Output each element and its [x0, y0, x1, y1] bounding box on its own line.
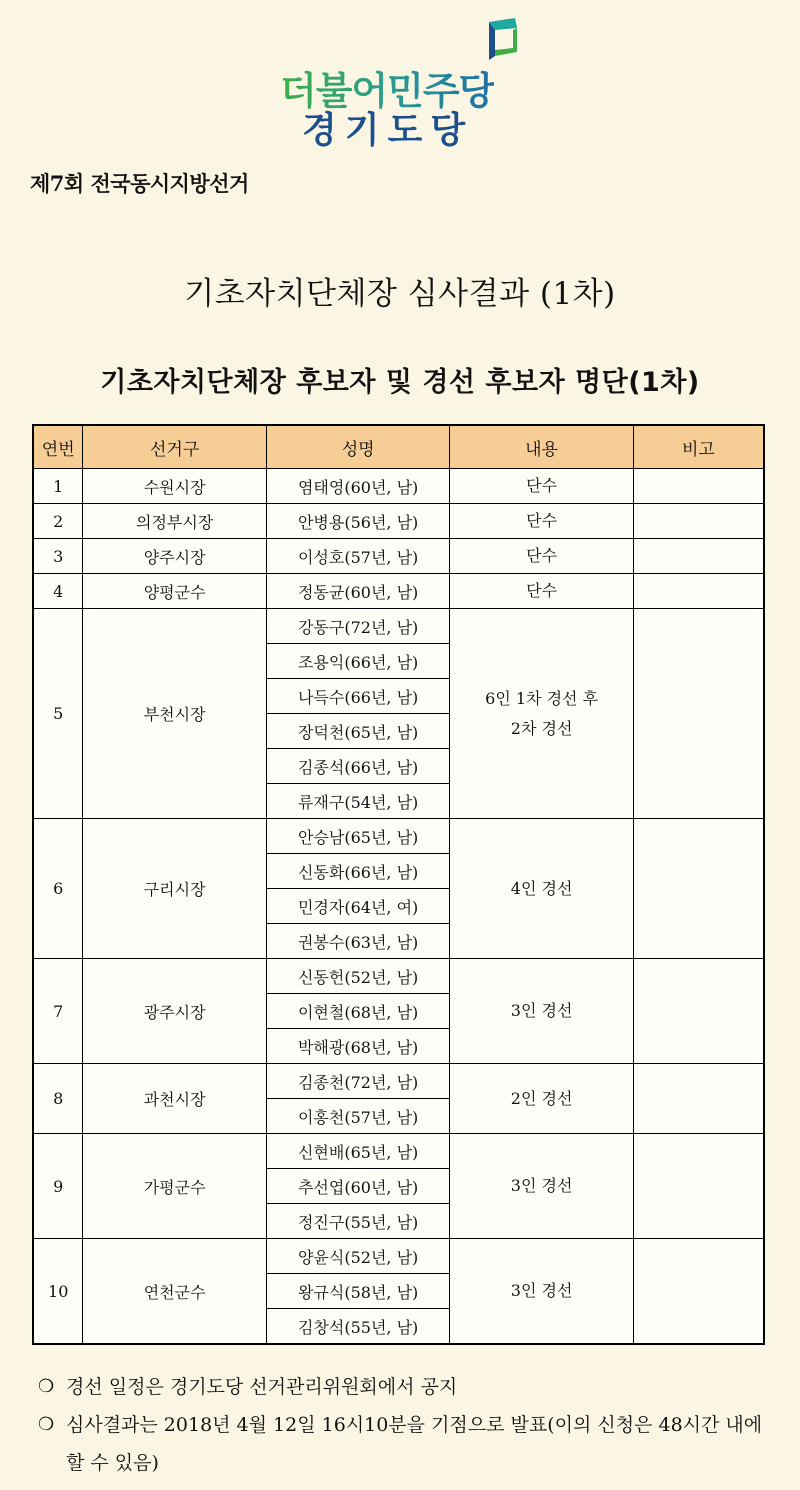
district-cell: 구리시장: [83, 819, 266, 959]
note-item: [38, 1368, 783, 1406]
remarks-cell: [633, 609, 764, 819]
remarks-cell: [633, 1239, 764, 1345]
list-title: 기초자치단체장 후보자 및 경선 후보자 명단(1차): [100, 367, 700, 398]
candidate-cell: 권봉수(63년, 남): [266, 924, 450, 959]
candidate-cell: 정동균(60년, 남): [266, 574, 450, 609]
candidate-cell: 신현배(65년, 남): [266, 1134, 450, 1169]
header-remarks: 비고: [633, 425, 764, 469]
notes: [38, 1368, 783, 1482]
review-title: 기초자치단체장 심사결과 (1차): [184, 276, 616, 312]
number-cell: 1: [33, 469, 83, 504]
table-row: [33, 1134, 764, 1169]
election-name: 제7회 전국동시지방선거: [30, 171, 249, 196]
remarks-cell: [633, 504, 764, 539]
table-row: [33, 574, 764, 609]
candidate-cell: 나득수(66년, 남): [266, 679, 450, 714]
district-cell: 가평군수: [83, 1134, 266, 1239]
number-cell: 6: [33, 819, 83, 959]
remarks-cell: [633, 1064, 764, 1134]
remarks-cell: [633, 1134, 764, 1239]
candidate-cell: 정진구(55년, 남): [266, 1204, 450, 1239]
district-cell: 광주시장: [83, 959, 266, 1064]
table-row: [33, 1239, 764, 1274]
candidate-cell: 이홍천(57년, 남): [266, 1099, 450, 1134]
content-cell: 2인 경선: [450, 1064, 633, 1134]
table-row: [33, 959, 764, 994]
logo-branch-name: 경기도당: [302, 110, 474, 151]
number-cell: 8: [33, 1064, 83, 1134]
candidate-cell: 김창석(55년, 남): [266, 1309, 450, 1345]
number-cell: 5: [33, 609, 83, 819]
content-cell: 4인 경선: [450, 819, 633, 959]
remarks-cell: [633, 574, 764, 609]
candidate-cell: 민경자(64년, 여): [266, 889, 450, 924]
candidate-cell: 왕규식(58년, 남): [266, 1274, 450, 1309]
candidate-cell: 안병용(56년, 남): [266, 504, 450, 539]
table-row: [33, 539, 764, 574]
district-cell: 연천군수: [83, 1239, 266, 1345]
content-cell: 3인 경선: [450, 1134, 633, 1239]
circle-bullet-icon: ❍: [38, 1376, 55, 1397]
table-body: [33, 469, 764, 1345]
candidate-cell: 신동화(66년, 남): [266, 854, 450, 889]
header-district: 선거구: [83, 425, 266, 469]
content-cell: 단수: [450, 539, 633, 574]
number-cell: 7: [33, 959, 83, 1064]
content-cell: 3인 경선: [450, 959, 633, 1064]
number-cell: 2: [33, 504, 83, 539]
candidate-cell: 신동헌(52년, 남): [266, 959, 450, 994]
flag-icon: [485, 18, 521, 62]
header-content: 내용: [450, 425, 633, 469]
table-row: [33, 469, 764, 504]
district-cell: 부천시장: [83, 609, 266, 819]
number-cell: 3: [33, 539, 83, 574]
candidate-cell: 박해광(68년, 남): [266, 1029, 450, 1064]
note-text: 경선 일정은 경기도당 선거관리위원회에서 공지: [66, 1376, 458, 1398]
number-cell: 10: [33, 1239, 83, 1345]
header-name: 성명: [266, 425, 450, 469]
circle-bullet-icon: ❍: [38, 1414, 55, 1435]
table-row: [33, 1064, 764, 1099]
district-cell: 수원시장: [83, 469, 266, 504]
candidate-cell: 이성호(57년, 남): [266, 539, 450, 574]
table-header-row: [33, 425, 764, 469]
candidate-cell: 김종석(66년, 남): [266, 749, 450, 784]
candidate-cell: 추선엽(60년, 남): [266, 1169, 450, 1204]
candidate-cell: 김종천(72년, 남): [266, 1064, 450, 1099]
candidate-cell: 이현철(68년, 남): [266, 994, 450, 1029]
remarks-cell: [633, 959, 764, 1064]
table-row: [33, 819, 764, 854]
district-cell: 과천시장: [83, 1064, 266, 1134]
content-cell: 단수: [450, 469, 633, 504]
content-cell: 단수: [450, 504, 633, 539]
remarks-cell: [633, 819, 764, 959]
candidate-cell: 안승남(65년, 남): [266, 819, 450, 854]
district-cell: 양주시장: [83, 539, 266, 574]
number-cell: 9: [33, 1134, 83, 1239]
number-cell: 4: [33, 574, 83, 609]
note-item: [38, 1406, 783, 1482]
candidate-cell: 양윤식(52년, 남): [266, 1239, 450, 1274]
remarks-cell: [633, 539, 764, 574]
note-text: 심사결과는 2018년 4월 12일 16시10분을 기점으로 발표(이의 신청은 48시간 내에 할 수 있음): [66, 1414, 763, 1474]
logo-party-name: 더불어민주당: [280, 60, 494, 115]
candidate-cell: 류재구(54년, 남): [266, 784, 450, 819]
candidate-cell: 염태영(60년, 남): [266, 469, 450, 504]
table-row: [33, 609, 764, 644]
content-cell: 3인 경선: [450, 1239, 633, 1345]
candidate-table: [32, 424, 765, 1345]
candidate-cell: 장덕천(65년, 남): [266, 714, 450, 749]
district-cell: 양평군수: [83, 574, 266, 609]
candidate-cell: 조용익(66년, 남): [266, 644, 450, 679]
table-row: [33, 504, 764, 539]
content-cell: 6인 1차 경선 후 2차 경선: [450, 609, 633, 819]
district-cell: 의정부시장: [83, 504, 266, 539]
party-logo: [280, 14, 530, 151]
content-cell: 단수: [450, 574, 633, 609]
candidate-cell: 강동구(72년, 남): [266, 609, 450, 644]
remarks-cell: [633, 469, 764, 504]
header-number: 연번: [33, 425, 83, 469]
